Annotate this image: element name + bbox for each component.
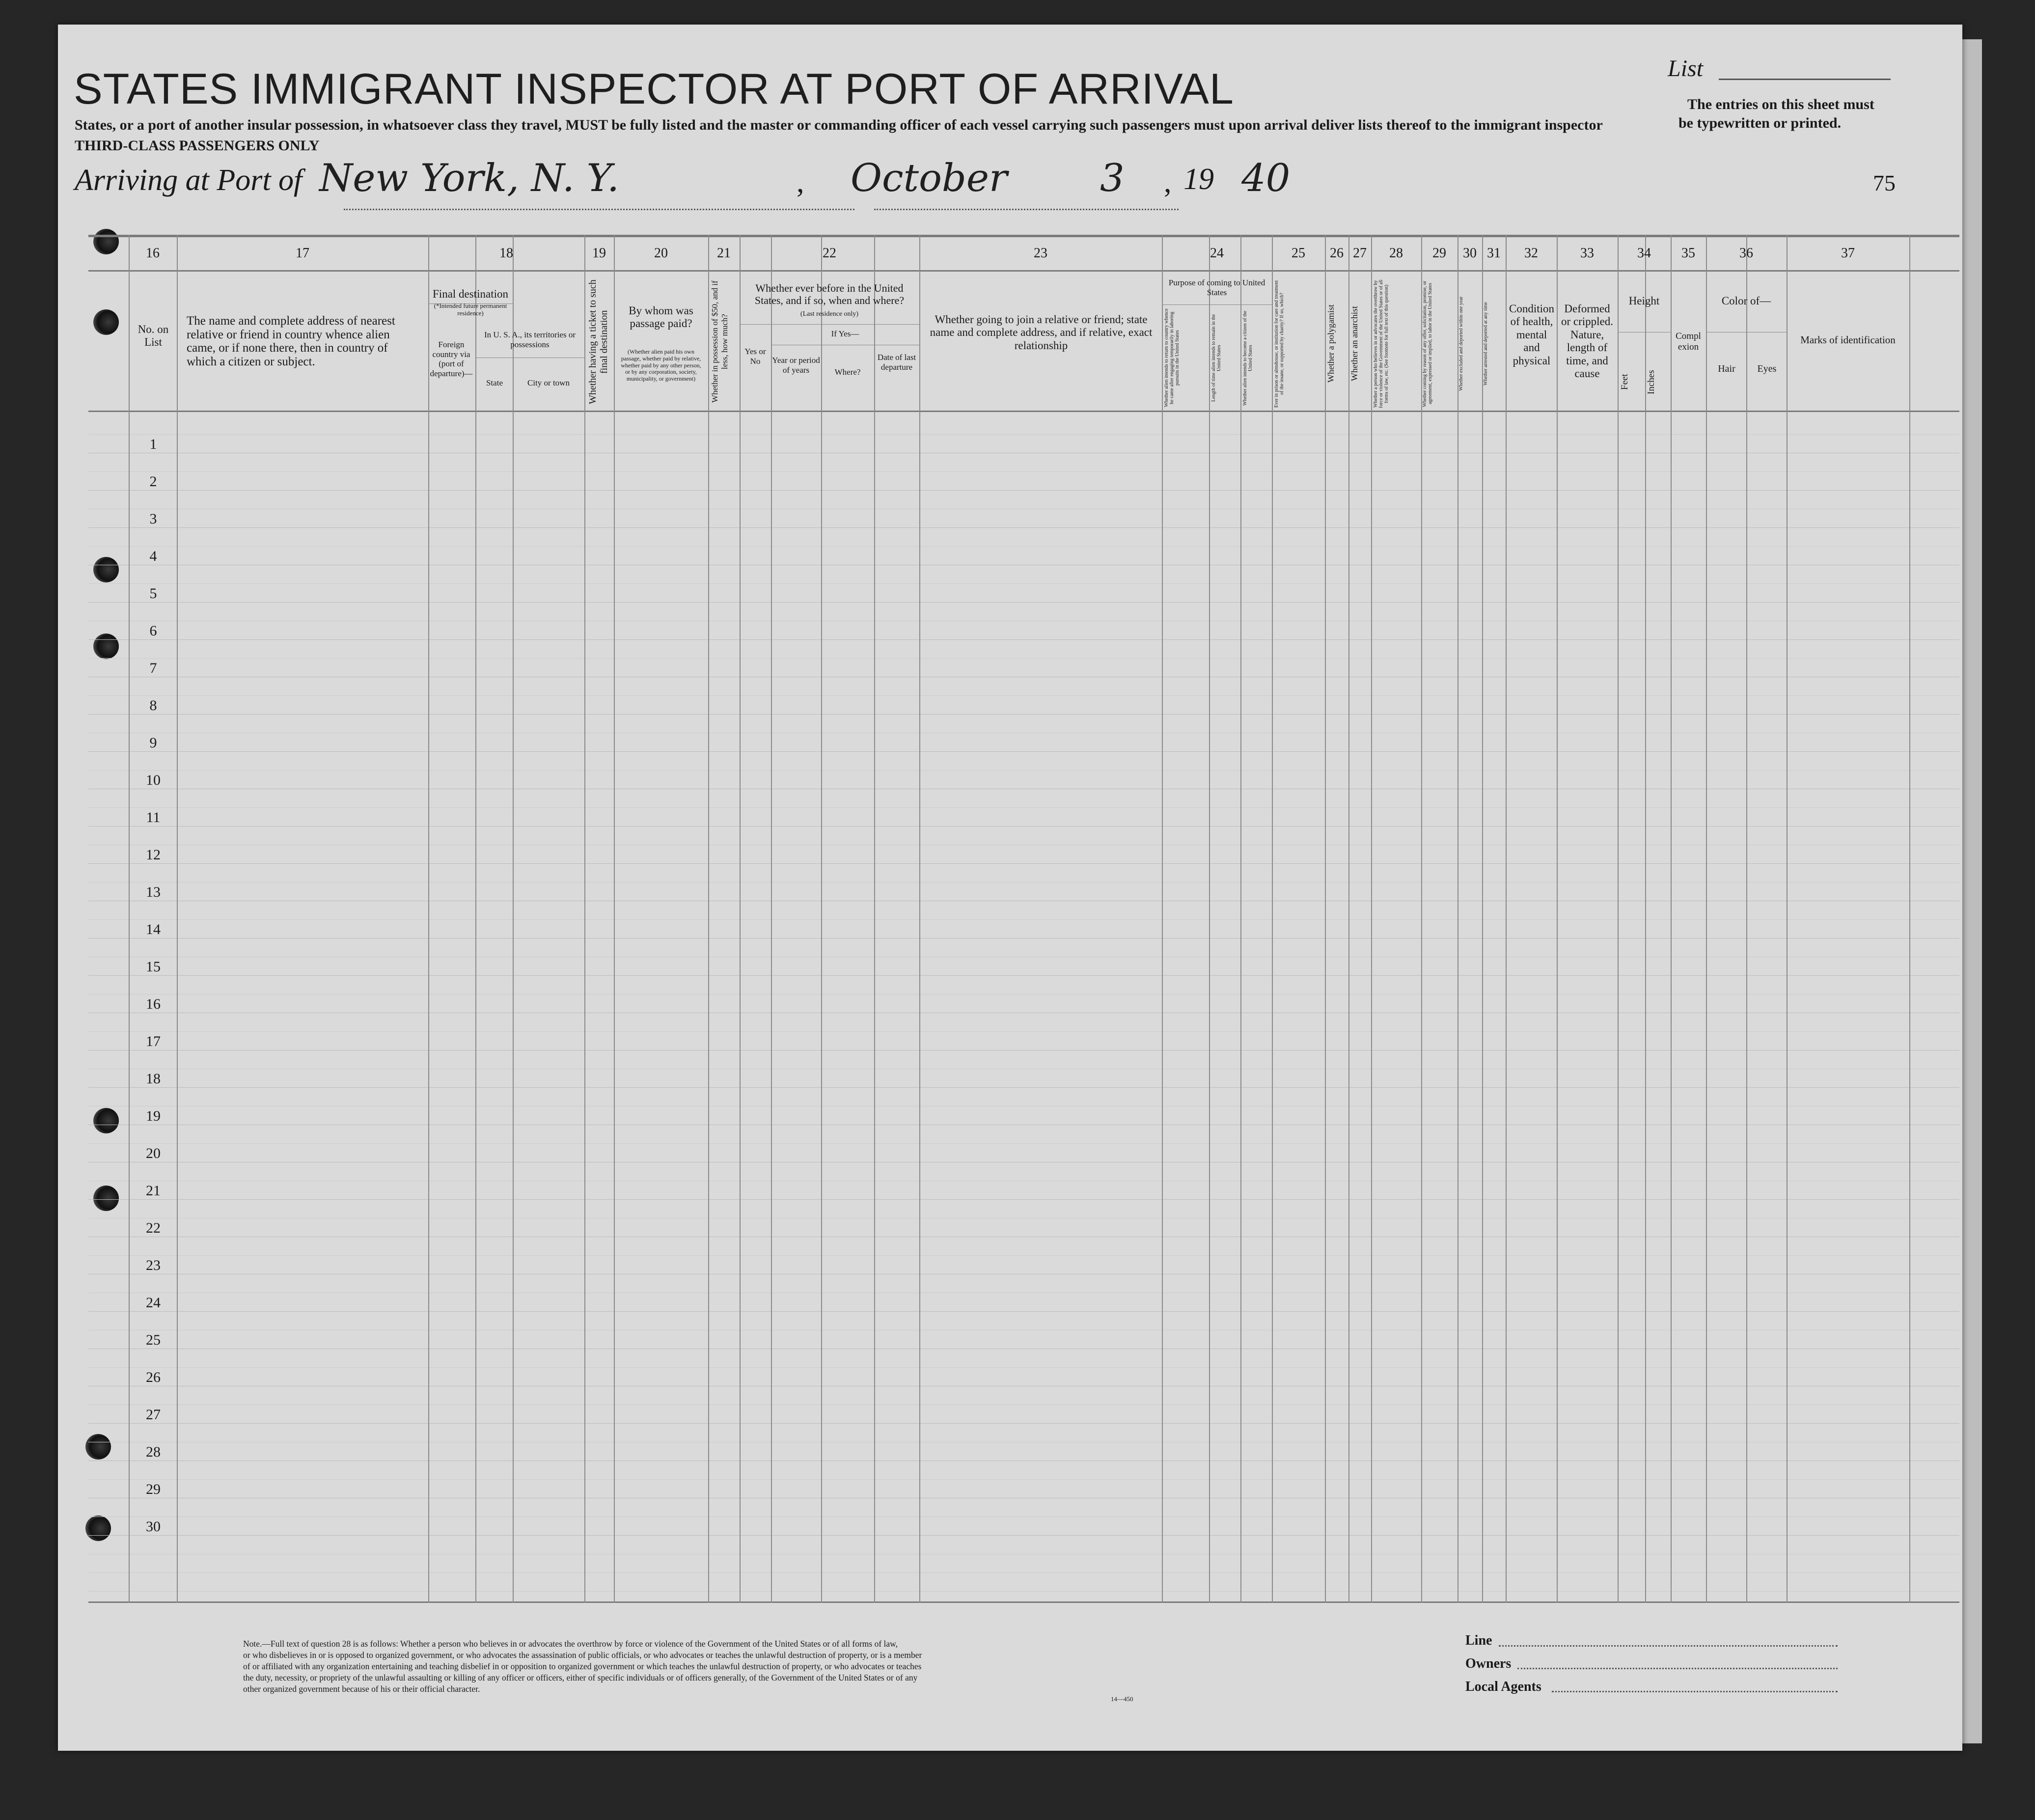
column-number: 27 — [1353, 246, 1367, 261]
col-ticket-header: Whether having a ticket to such final destination — [587, 279, 609, 404]
row-number: 21 — [146, 1183, 161, 1199]
column-number: 25 — [1292, 246, 1305, 261]
footer-line-label: Line — [1465, 1633, 1492, 1648]
footnote-line: Note.—Full text of question 28 is as follows: Whether a person who believes in or advocates the overthrow by force or violence of the Government of the United States or of all forms of law, — [243, 1639, 898, 1649]
column-number: 29 — [1432, 246, 1446, 261]
column-number: 28 — [1389, 246, 1403, 261]
row-number: 26 — [146, 1369, 161, 1385]
row-number: 9 — [149, 735, 157, 751]
row-number: 8 — [149, 697, 157, 714]
arriving-label: Arriving at Port of — [75, 164, 302, 197]
day-value: 3 — [1100, 156, 1125, 200]
footnote-line: of or affiliated with any organization entertaining and teaching disbelief in or opposition to organized government or which teaches the unlawful destruction of property, or who advocates or teaches — [243, 1661, 922, 1672]
row-subrule — [88, 1591, 1959, 1592]
row-rule — [88, 1535, 1959, 1536]
col-prison-header: Ever in prison or almshouse, or institution for care and treatment of the insane, or supported by charity? If so, which? — [1274, 280, 1285, 408]
row-subrule — [88, 1143, 1959, 1144]
class-line: THIRD-CLASS PASSENGERS ONLY — [75, 138, 320, 154]
row-number: 19 — [146, 1108, 161, 1124]
col-where-header: Where? — [834, 367, 861, 377]
row-number: 7 — [149, 660, 157, 676]
col-purpose-return-header: Whether alien intends to return to country whence he came after engaging temporarily in laboring pursuits in the United States — [1164, 308, 1180, 408]
row-number: 17 — [146, 1033, 161, 1049]
col-yes-no-header: Yes or No — [744, 347, 766, 366]
row-subrule — [88, 919, 1959, 920]
column-number: 33 — [1580, 246, 1594, 261]
row-rule — [88, 490, 1959, 491]
col-inches-header: Inches — [1646, 370, 1656, 394]
row-subrule — [88, 807, 1959, 808]
column-number: 36 — [1739, 246, 1753, 261]
row-rule — [88, 1311, 1959, 1312]
row-rule — [88, 1423, 1959, 1424]
row-number: 23 — [146, 1257, 161, 1273]
column-number: 21 — [717, 246, 731, 261]
col-labor-offer-header: Whether coming by reason of any offer, solicitation, promise, or agreement, expressed or implied, to labor in the United States — [1422, 280, 1433, 407]
row-rule — [88, 1199, 1959, 1200]
row-subrule — [88, 658, 1959, 659]
row-subrule — [88, 1255, 1959, 1256]
col-last-departure-header: Date of last departure — [877, 353, 916, 372]
col-purpose-header: Purpose of coming to United States — [1168, 278, 1265, 297]
col-purpose-citizen-header: Whether alien intends to become a citizen of the United States — [1242, 310, 1253, 406]
row-subrule — [88, 770, 1959, 771]
column-number: 18 — [499, 246, 513, 261]
column-number: 31 — [1487, 246, 1501, 261]
footnote-line: the duty, necessity, or propriety of the unlawful assaulting or killing of any officer or officers, either of specific individuals or of officers generally, of the Government of the United States or of any — [243, 1673, 918, 1683]
col-fifty-dollars-header: Whether in possession of $50, and if less, how much? — [710, 280, 729, 403]
column-number: 20 — [654, 246, 668, 261]
row-subrule — [88, 583, 1959, 584]
row-number: 16 — [146, 996, 161, 1012]
row-number: 6 — [149, 623, 157, 639]
footnote-line: other organized government because of his or their official character. — [243, 1684, 480, 1694]
row-subrule — [88, 1479, 1959, 1480]
row-number: 10 — [146, 772, 161, 788]
col-city-header: City or town — [527, 378, 570, 387]
col-height-header: Height — [1628, 295, 1660, 307]
row-number: 11 — [146, 809, 161, 826]
date-dotline — [874, 209, 1179, 210]
separator-comma: , — [1164, 165, 1172, 199]
footer-line-dots — [1499, 1645, 1838, 1647]
port-dotline — [344, 209, 854, 210]
row-number: 24 — [146, 1295, 161, 1311]
column-number: 32 — [1524, 246, 1538, 261]
row-number: 22 — [146, 1220, 161, 1236]
entries-note: be typewritten or printed. — [1678, 115, 1842, 131]
table-top-rule — [88, 235, 1959, 237]
row-subrule — [88, 695, 1959, 696]
list-underline — [1719, 79, 1891, 80]
year-prefix: 19 — [1183, 163, 1214, 196]
col-state-header: State — [486, 378, 503, 387]
col-excluded-header: Whether excluded and deported within one year — [1458, 296, 1464, 391]
column-number: 19 — [592, 246, 606, 261]
port-value: New York, N. Y. — [319, 156, 619, 200]
row-rule — [88, 975, 1959, 976]
row-subrule — [88, 1031, 1959, 1032]
form-number: 14—450 — [1111, 1695, 1133, 1703]
entries-note: The entries on this sheet must — [1687, 96, 1874, 112]
col-feet-header: Feet — [1620, 374, 1630, 390]
row-number: 30 — [146, 1518, 161, 1535]
row-subrule — [88, 471, 1959, 472]
row-rule — [88, 714, 1959, 715]
col-usa-header: In U. S. A., its territories or possessions — [484, 330, 576, 349]
footer-owners-dots — [1517, 1668, 1838, 1669]
column-number: 26 — [1330, 246, 1344, 261]
col-year-period-header: Year or period of years — [772, 356, 820, 375]
col-marks-header: Marks of identification — [1800, 334, 1896, 346]
column-number: 35 — [1681, 246, 1695, 261]
manifest-table — [88, 235, 1959, 1603]
row-number: 29 — [146, 1481, 161, 1497]
col-join-relative-header: Whether going to join a relative or friend; state name and complete address, and if relative, exact relationship — [930, 313, 1153, 352]
list-label: List — [1668, 55, 1704, 82]
column-number: 23 — [1034, 246, 1047, 261]
footer-owners-label: Owners — [1465, 1656, 1512, 1671]
row-number: 25 — [146, 1332, 161, 1348]
column-number: 17 — [296, 246, 309, 261]
row-number: 2 — [149, 473, 157, 490]
row-number: 5 — [149, 585, 157, 602]
col-passage-paid-header: By whom was passage paid? — [629, 304, 693, 330]
col-passage-paid-note: (Whether alien paid his own passage, whether paid by relative, whether paid by any other person, or by any corporation, society, municipality, or government) — [621, 348, 701, 383]
row-number: 1 — [149, 436, 157, 452]
row-rule — [88, 751, 1959, 752]
col-foreign-country-header: Foreign country via (port of departure)— — [430, 340, 473, 378]
col-arrested-header: Whether arrested and deported at any time — [1483, 302, 1488, 386]
row-rule — [88, 527, 1959, 528]
footer-local-agents-label: Local Agents — [1465, 1679, 1541, 1694]
col-overthrow-header: Whether a person who believes in or advocates the overthrow by force or violence of the Government of the United States or of all forms of law, etc. (See footnote for full text of this question) — [1373, 279, 1389, 408]
col-if-yes-header: If Yes— — [831, 329, 859, 338]
row-rule — [88, 639, 1959, 640]
separator-comma: , — [797, 165, 804, 199]
column-number-rule — [88, 270, 1959, 272]
row-subrule — [88, 1367, 1959, 1368]
row-number: 18 — [146, 1071, 161, 1087]
row-subrule — [88, 434, 1959, 435]
year-value: 40 — [1241, 156, 1291, 200]
column-number: 34 — [1637, 246, 1651, 261]
footer-local-agents-dots — [1552, 1691, 1838, 1692]
col-eyes-header: Eyes — [1757, 363, 1777, 374]
column-number: 24 — [1210, 246, 1224, 261]
row-rule — [88, 863, 1959, 864]
row-number: 12 — [146, 847, 161, 863]
col-polygamist-header: Whether a polygamist — [1326, 304, 1336, 383]
column-number: 22 — [823, 246, 836, 261]
column-number: 30 — [1463, 246, 1477, 261]
column-number: 16 — [146, 246, 160, 261]
row-number: 14 — [146, 921, 161, 938]
col-purpose-length-header: Length of time alien intends to remain in the United States — [1211, 314, 1222, 402]
col-ever-before-header: Whether ever before in the United States, and if so, when and where? — [754, 282, 905, 307]
row-number: 3 — [149, 511, 157, 527]
row-rule — [88, 602, 1959, 603]
col-color-header: Color of— — [1721, 295, 1771, 307]
month-value: October — [851, 156, 1008, 200]
row-rule — [88, 1087, 1959, 1088]
page-number: 75 — [1873, 170, 1896, 195]
col-anarchist-header: Whether an anarchist — [1349, 306, 1359, 382]
row-number: 15 — [146, 959, 161, 975]
row-number: 28 — [146, 1444, 161, 1460]
footnote-line: or who disbelieves in or is opposed to organized government, or who advocates the assassination of public officials, or who advocates or teaches the unlawful destruction of property, or is a member — [243, 1650, 922, 1660]
row-number: 27 — [146, 1406, 161, 1423]
col-ever-before-note: (Last residence only) — [800, 310, 859, 318]
col-health-header: Condition of health, mental and physical — [1509, 303, 1554, 367]
table-bottom-rule — [88, 1601, 1959, 1603]
column-number: 37 — [1841, 246, 1855, 261]
row-subrule — [88, 1572, 1959, 1573]
col-nearest-relative-header: The name and complete address of nearest relative or friend in country whence alien came, or if none there, then in country of which a citizen or subject. — [187, 314, 395, 368]
subtitle-line: States, or a port of another insular possession, in whatsoever class they travel, MUST be fully listed and the master or commanding officer of each vessel carrying such passengers must upon arrival deliver lists thereof to the immigrant inspector — [75, 117, 1603, 133]
col-final-destination-note: (*Intended future permanent residence) — [434, 302, 507, 317]
col-deformed-header: Deformed or crippled. Nature, length of time, and cause — [1561, 303, 1613, 380]
col-complexion-header: Complexion — [1676, 331, 1701, 352]
row-number: 13 — [146, 884, 161, 900]
col-final-destination-header: Final destination — [433, 288, 508, 300]
col-no-on-list-header: No. on List — [138, 323, 169, 349]
row-number: 20 — [146, 1145, 161, 1161]
page-edge — [1962, 39, 1982, 1743]
footnote — [243, 1638, 1166, 1695]
col-hair-header: Hair — [1718, 363, 1735, 374]
row-subrule — [88, 546, 1959, 547]
row-number: 4 — [149, 548, 157, 564]
row-rule — [88, 826, 1959, 827]
header-bottom-rule — [88, 411, 1959, 412]
page-title: STATES IMMIGRANT INSPECTOR AT PORT OF ARRIVAL — [74, 64, 1234, 113]
